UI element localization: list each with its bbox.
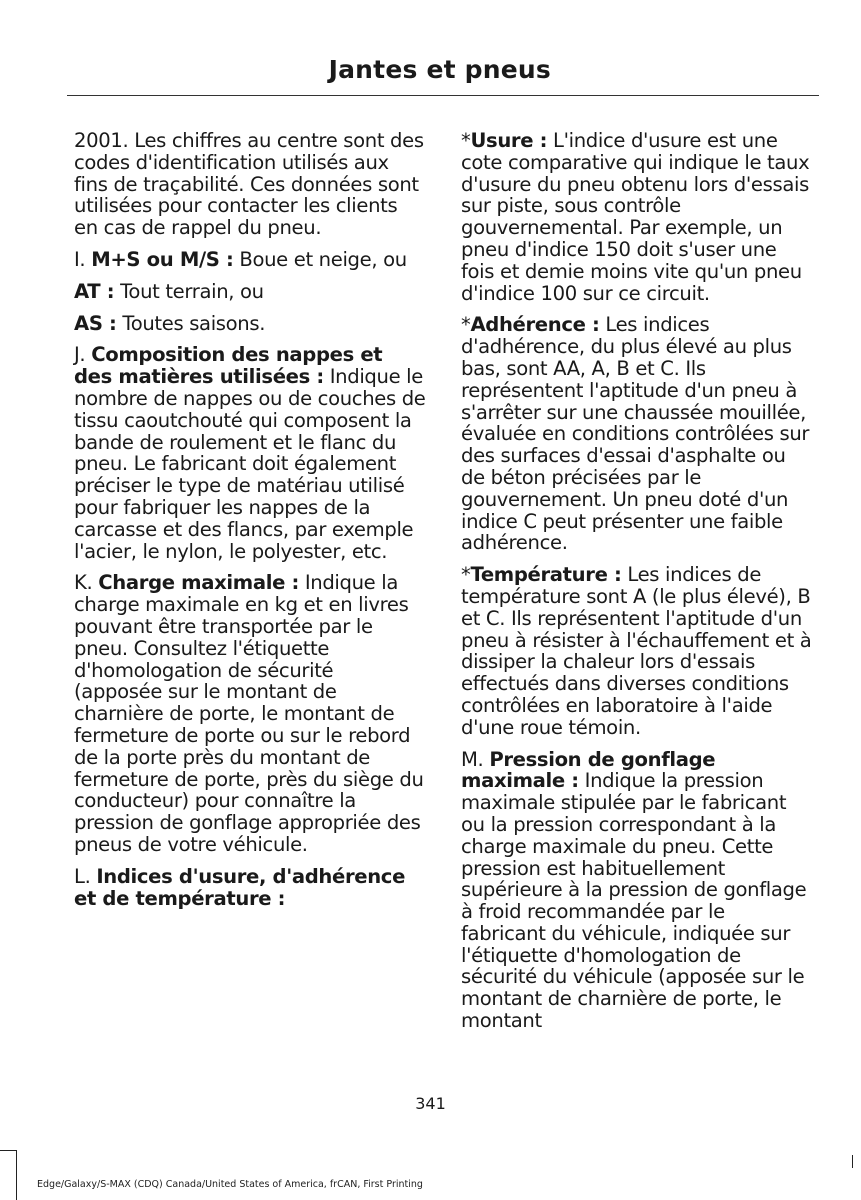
paragraph-ms: I. M+S ou M/S : Boue et neige, ou (74, 247, 407, 271)
paragraph-adherence: *Adhérence : Les indices d'adhérence, du plus élevé au plus bas, sont AA, A, B et C. Ils représentent l'aptitude d'un pneu à s'arrêter sur une chaussée mouillée, évaluée en conditions contrôlées sur des surfaces d'essai d'asphalte ou de béton précisées par le gouvernement. Un pneu doté d'un indice C peut présenter une faible adhérence. (461, 313, 810, 555)
paragraph: 2001. Les chiffres au centre sont des codes d'identification utilisés aux fins de traçabilité. Ces données sont utilisées pour contacter les clients en cas de rappel du pneu. (74, 129, 424, 240)
crop-mark (16, 1150, 17, 1200)
paragraph-charge: K. Charge maximale : Indique la charge maximale en kg et en livres pouvant être transportée par le pneu. Consultez l'étiquette d'homologation de sécurité (apposée sur le montant de charnière de porte, le montant de fermeture de porte ou sur le rebord de la porte près du montant de fermeture de porte, près du siège du conducteur) pour connaître la pression de gonflage appropriée des pneus de votre véhicule. (74, 571, 424, 856)
right-column (461, 130, 813, 1042)
crop-mark (852, 1155, 853, 1168)
left-column (74, 130, 426, 919)
paragraph-usure: *Usure : L'indice d'usure est une cote comparative qui indique le taux d'usure du pneu obtenu lors d'essais sur piste, sous contrôle gouvernemental. Par exemple, un pneu d'indice 150 doit s'user une fois et demie moins vite qu'un pneu d'indice 100 sur ce circuit. (461, 129, 810, 305)
paragraph-pression: M. Pression de gonflage maximale : Indique la pression maximale stipulée par le fabricant ou la pression correspondant à la charge maximale du pneu. Cette pression est habituellement supérieure à la pression de gonflage à froid recommandée par le fabricant du véhicule, indiquée sur l'étiquette d'homologation de sécurité du véhicule (apposée sur le montant de charnière de porte, le montant (461, 747, 807, 1033)
header-divider (67, 95, 819, 96)
page-number: 341 (415, 1094, 446, 1113)
crop-mark (0, 1150, 16, 1151)
page-title: Jantes et pneus (328, 55, 551, 84)
paragraph-temperature: *Température : Les indices de température sont A (le plus élevé), B et C. Ils représentent l'aptitude d'un pneu à résister à l'échauffement et à dissiper la chaleur lors d'essais effectués dans diverses conditions contrôlées en laboratoire à l'aide d'une roue témoin. (461, 563, 812, 739)
paragraph-as: AS : Toutes saisons. (74, 311, 266, 335)
paragraph-indices: L. Indices d'usure, d'adhérence et de température : (74, 864, 406, 910)
footer-text: Edge/Galaxy/S-MAX (CDQ) Canada/United States of America, frCAN, First Printing (37, 1179, 423, 1190)
paragraph-at: AT : Tout terrain, ou (74, 279, 264, 303)
paragraph-composition: J. Composition des nappes et des matières utilisées : Indique le nombre de nappes ou de couches de tissu caoutchouté qui composent la bande de roulement et le flanc du pneu. Le fabricant doit également préciser le type de matériau utilisé pour fabriquer les nappes de la carcasse et des flancs, par exemple l'acier, le nylon, le polyester, etc. (74, 343, 426, 563)
